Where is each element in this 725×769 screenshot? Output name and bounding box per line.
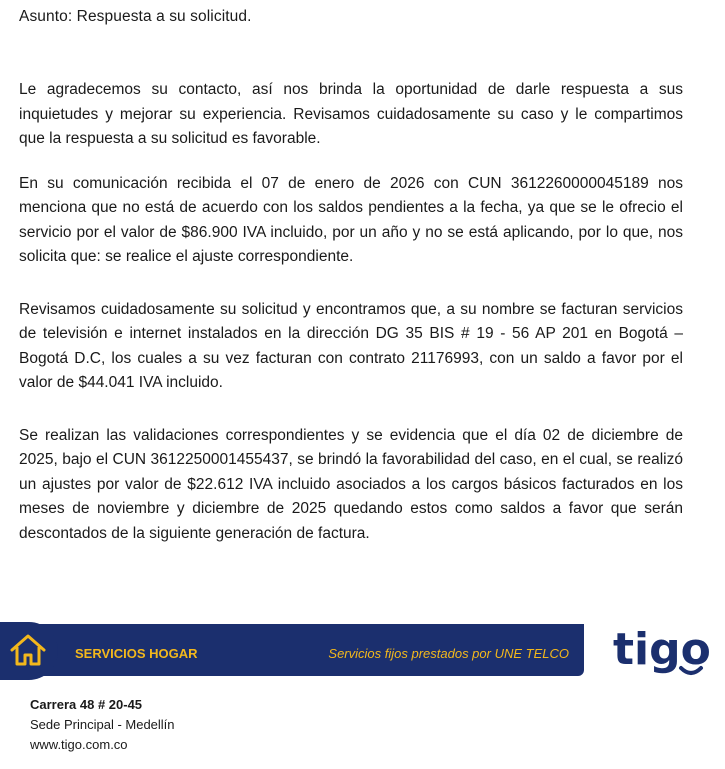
house-icon: [6, 628, 50, 672]
footer-tagline: Servicios fijos prestados por UNE TELCO: [328, 646, 569, 661]
letter-subject: Asunto: Respuesta a su solicitud.: [19, 8, 252, 25]
tigo-logo: [611, 618, 711, 688]
website-link[interactable]: www.tigo.com.co: [30, 737, 128, 752]
address-street: Carrera 48 # 20-45: [30, 697, 143, 712]
paragraph-intro: Le agradecemos su contacto, así nos brinda la oportunidad de darle respuesta a sus inquietudes y mejorar su experiencia. Revisamos cuidadosamente su caso y le compartimos que la respuesta a su solicitud es favorable.: [19, 81, 683, 147]
paragraph-review: Revisamos cuidadosamente su solicitud y encontramos que, a su nombre se facturan servicios de televisión e internet instalados en la dirección DG 35 BIS # 19 - 56 AP 201 en Bogotá – Bogotá D.C, los cuales a su vez facturan con contrato 21176993, con un saldo a favor por el valor de $44.041 IVA incluido.: [19, 300, 683, 391]
address-office: Sede Principal - Medellín: [30, 717, 175, 732]
letter-body: [19, 78, 683, 566]
paragraph-request: En su comunicación recibida el 07 de enero de 2026 con CUN 3612260000045189 nos menciona que no está de acuerdo con los saldos pendientes a la fecha, ya que se le ofrecio el servicio por el valor de $86.900 IVA incluido, por un año y no se está aplicando, por lo que, nos solicita que: se realice el ajuste correspondiente.: [19, 174, 683, 265]
footer-address: [30, 695, 175, 755]
services-label: SERVICIOS HOGAR: [75, 646, 198, 661]
paragraph-validation: Se realizan las validaciones correspondientes y se evidencia que el día 02 de diciembre de 2025, bajo el CUN 3612250001455437, se brindó la favorabilidad del caso, en el cual, se realizó un ajustes por valor de $22.612 IVA incluido asociados a los cargos básicos facturados en los meses de noviembre y diciembre de 2025 quedando estos como saldos a favor que serán descontados de la siguiente generación de factura.: [19, 426, 683, 542]
logo-text: tigo: [613, 624, 711, 675]
